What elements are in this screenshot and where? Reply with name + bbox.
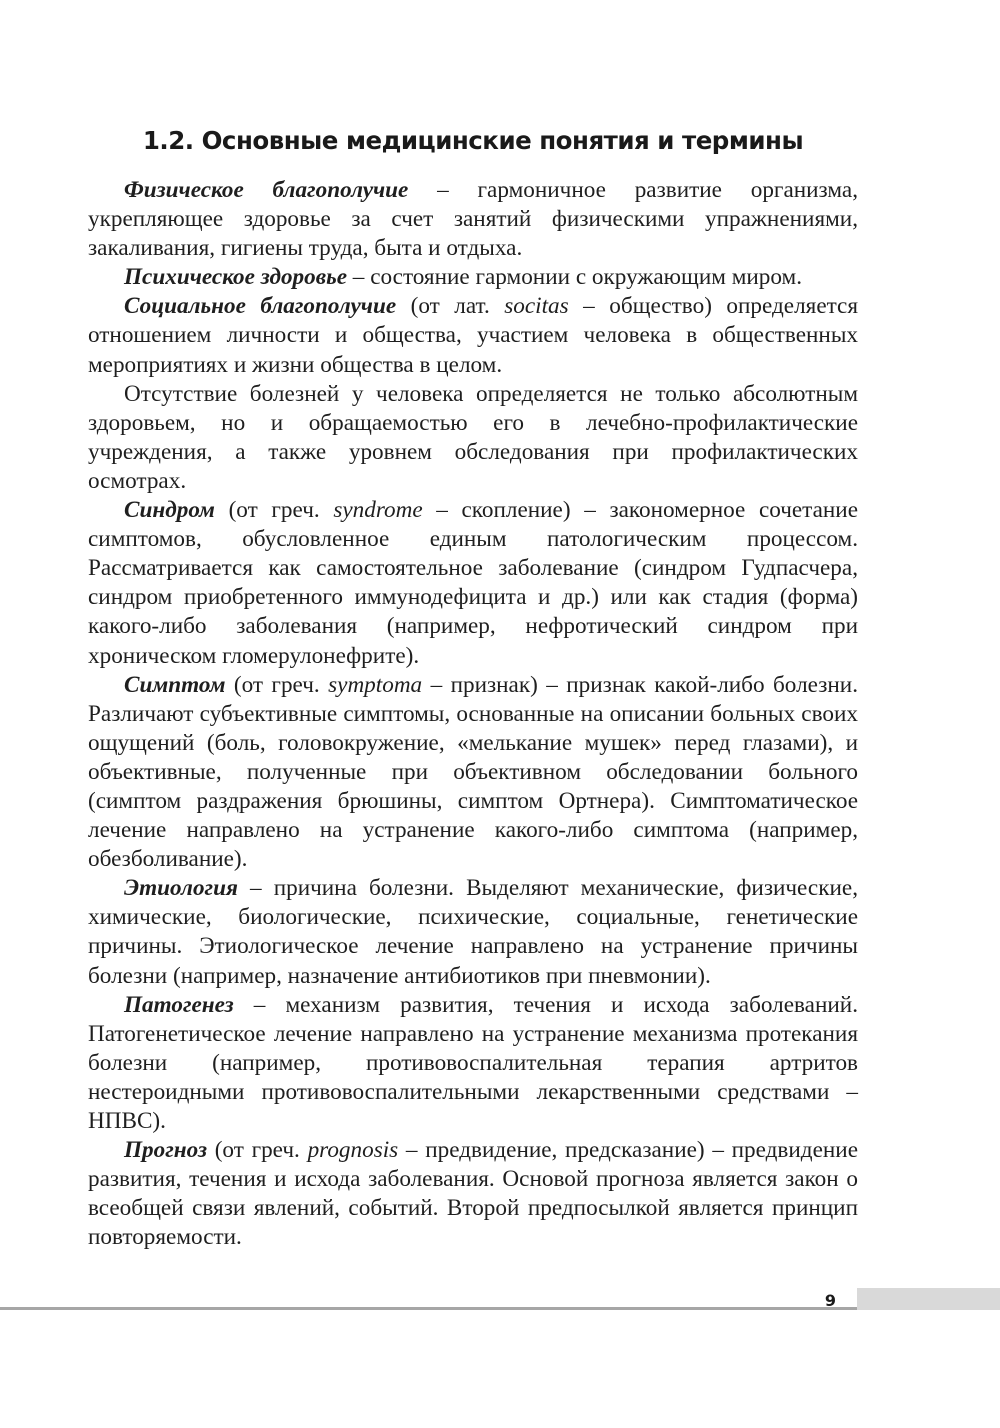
paragraph-physical-wellbeing — [88, 176, 858, 263]
term: Патогенез — [124, 991, 234, 1018]
definition-text: – скопление) – закономерное сочетание симптомов, обусловленное единым патологическим процессом. Рассматривается как самостоятельное заболевание (синдром Гудпасчера, синдром приобретенного иммунодефицита и др.) или как стадия (форма) какого-либо заболевания (например, нефротический синдром при хроническом гломерулонефрите). — [88, 497, 859, 669]
term: Синдром — [124, 497, 215, 524]
etymology-word: socitas — [504, 293, 569, 320]
paragraph-pathogenesis — [88, 991, 858, 1136]
paragraph-syndrome — [88, 496, 858, 671]
definition-text: (от греч. — [207, 1137, 308, 1164]
definition-text: – признак) – признак какой-либо болезни. Различают субъективные симптомы, основанные на описании больных своих ощущений (боль, головокружение, «мелькание мушек» перед глазами), и объективные, полученные при объективном обследовании больного (симптом раздражения брюшины, симптом Ортнера). Симптоматическое лечение направлено на устранение какого-либо симптома (например, обезболивание). — [88, 671, 858, 873]
body-text — [88, 176, 858, 1252]
term: Социальное благополучие — [124, 293, 397, 320]
etymology-word: symptoma — [328, 671, 423, 698]
definition-text: – гармоничное развитие организма, укрепляющее здоровье за счет занятий физическими упражнениями, закаливания, гигиены труда, быта и отдыха. — [88, 177, 858, 262]
etymology-word: prognosis — [307, 1137, 399, 1164]
paragraph-absence-of-disease — [88, 380, 858, 496]
paragraph-mental-health — [88, 263, 858, 292]
definition-text: – состояние гармонии с окружающим миром. — [347, 264, 803, 291]
etymology-word: syndrome — [333, 497, 423, 524]
paragraph-symptom — [88, 671, 858, 875]
term: Прогноз — [124, 1137, 207, 1164]
page-number: 9 — [824, 1290, 837, 1310]
paragraph-prognosis — [88, 1136, 858, 1252]
definition-text: – общество) определяется отношением личности и общества, участием человека в общественных мероприятиях и жизни общества в целом. — [88, 293, 858, 378]
term: Симптом — [124, 671, 226, 698]
definition-text: (от лат. — [396, 293, 505, 320]
section-heading: 1.2. Основные медицинские понятия и термины — [142, 126, 804, 155]
term: Этиология — [124, 875, 238, 902]
definition-text: (от греч. — [225, 671, 329, 698]
page-tab-marker — [857, 1288, 1000, 1310]
definition-text: – механизм развития, течения и исхода заболеваний. Патогенетическое лечение направлено на устранение механизма протекания болезни (например, противовоспалительная терапия артритов нестероидными противовоспалительными лекарственными средствами – НПВС). — [88, 991, 858, 1134]
term: Физическое благополучие — [124, 177, 409, 203]
paragraph-etiology — [88, 874, 858, 990]
definition-text: – предвидение, предсказание) – предвидение развития, течения и исхода заболевания. Основой прогноза является закон о всеобщей связи явлений, событий. Второй предпосылкой является принцип повторяемости. — [88, 1137, 858, 1251]
paragraph-social-wellbeing — [88, 292, 858, 379]
definition-text: – причина болезни. Выделяют механические, физические, химические, биологические, психические, социальные, генетические причины. Этиологическое лечение направлено на устранение причины болезни (например, назначение антибиотиков при пневмонии). — [88, 875, 858, 989]
term: Психическое здоровье — [124, 264, 347, 291]
body-paragraph-text: Отсутствие болезней у человека определяется не только абсолютным здоровьем, но и обращаемостью его в лечебно-профилактические учреждения, а также уровнем обследования при профилактических осмотрах. — [88, 380, 858, 494]
definition-text: (от греч. — [214, 497, 334, 524]
